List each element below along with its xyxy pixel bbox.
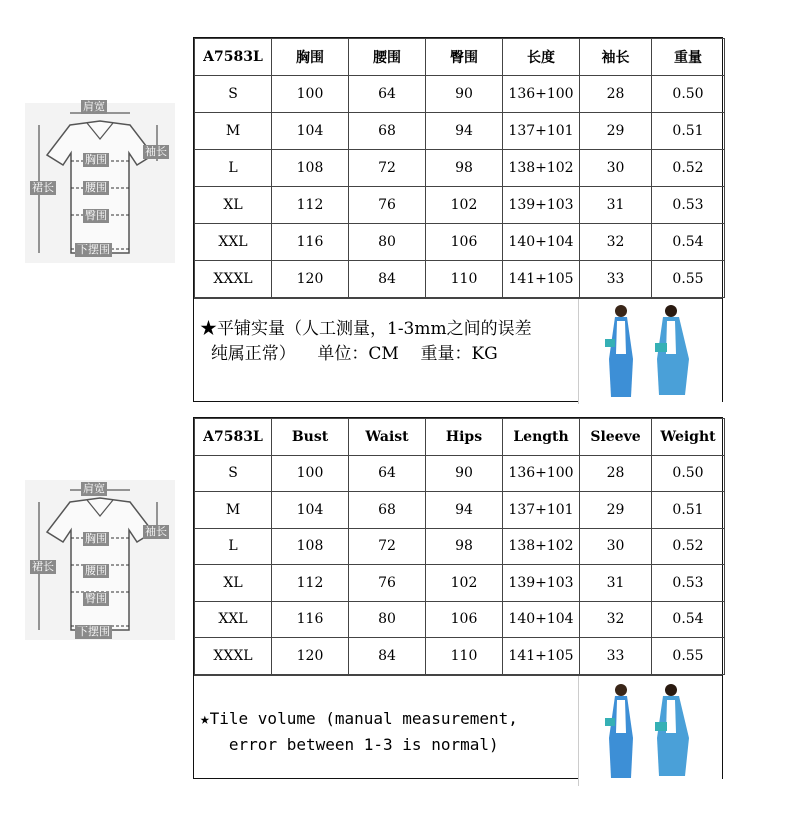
header-cell: Bust xyxy=(272,419,349,456)
table-cell: 64 xyxy=(349,455,426,492)
note-text: ★Tile volume (manual measurement, error between 1-3 is normal) xyxy=(200,708,518,754)
table-row xyxy=(195,113,725,150)
table-cell: 137+101 xyxy=(503,492,580,529)
table-cell: 0.51 xyxy=(652,492,725,529)
table-row xyxy=(195,638,725,675)
length-label: 裙长 xyxy=(32,560,54,573)
table-cell: 102 xyxy=(426,187,503,224)
header-cell: Waist xyxy=(349,419,426,456)
table-cell: 84 xyxy=(349,261,426,298)
hem-label: 下摆围 xyxy=(77,243,110,256)
table-cell: 137+101 xyxy=(503,113,580,150)
table-row xyxy=(195,492,725,529)
table-cell: 32 xyxy=(580,224,652,261)
table-cell: 68 xyxy=(349,492,426,529)
hips-label: 臀围 xyxy=(85,209,107,222)
table-cell: 102 xyxy=(426,565,503,602)
table-cell: 136+100 xyxy=(503,76,580,113)
table-cell: 80 xyxy=(349,224,426,261)
table-cell: 90 xyxy=(426,76,503,113)
size-chart-english xyxy=(193,417,723,779)
table-cell: 100 xyxy=(272,455,349,492)
hem-label: 下摆围 xyxy=(77,625,110,638)
table-header-row xyxy=(195,39,725,76)
table-cell: 0.50 xyxy=(652,76,725,113)
table-cell: 98 xyxy=(426,528,503,565)
shoulder-label: 肩宽 xyxy=(83,100,105,113)
table-cell: 28 xyxy=(580,455,652,492)
size-cell: M xyxy=(195,113,272,150)
table-cell: 100 xyxy=(272,76,349,113)
hips-label: 臀围 xyxy=(85,592,107,605)
size-cell: XL xyxy=(195,565,272,602)
table-row xyxy=(195,76,725,113)
header-cell: Weight xyxy=(652,419,725,456)
model-photo-icon xyxy=(579,676,722,785)
sleeve-label: 袖长 xyxy=(145,145,167,158)
size-cell: M xyxy=(195,492,272,529)
size-chart-chinese xyxy=(193,37,723,402)
size-cell: XXL xyxy=(195,224,272,261)
measurement-note xyxy=(194,675,722,786)
dress-size-diagram xyxy=(25,100,175,263)
table-row xyxy=(195,187,725,224)
table-cell: 0.52 xyxy=(652,150,725,187)
table-cell: 141+105 xyxy=(503,261,580,298)
table-cell: 72 xyxy=(349,528,426,565)
shoulder-label: 肩宽 xyxy=(83,482,105,495)
dress-size-diagram xyxy=(25,480,175,640)
table-row xyxy=(195,565,725,602)
table-cell: 31 xyxy=(580,187,652,224)
note-text: ★平铺实量（人工测量，1-3mm之间的误差 纯属正常） 单位：CM 重量：KG xyxy=(200,319,532,364)
header-cell: Hips xyxy=(426,419,503,456)
table-cell: 139+103 xyxy=(503,565,580,602)
table-cell: 108 xyxy=(272,150,349,187)
table-cell: 32 xyxy=(580,601,652,638)
table-cell: 94 xyxy=(426,113,503,150)
table-cell: 104 xyxy=(272,492,349,529)
model-photo xyxy=(578,299,722,404)
header-cell: 腰围 xyxy=(349,39,426,76)
size-cell: S xyxy=(195,455,272,492)
table-row xyxy=(195,601,725,638)
table-cell: 33 xyxy=(580,638,652,675)
measurement-note xyxy=(194,298,722,404)
table-cell: 29 xyxy=(580,113,652,150)
table-cell: 0.52 xyxy=(652,528,725,565)
header-cell: 臀围 xyxy=(426,39,503,76)
table-cell: 0.50 xyxy=(652,455,725,492)
table-cell: 138+102 xyxy=(503,528,580,565)
header-cell: Length xyxy=(503,419,580,456)
header-cell: 胸围 xyxy=(272,39,349,76)
table-cell: 84 xyxy=(349,638,426,675)
table-row xyxy=(195,528,725,565)
table-cell: 0.55 xyxy=(652,261,725,298)
table-cell: 0.53 xyxy=(652,565,725,602)
table-cell: 68 xyxy=(349,113,426,150)
table-cell: 64 xyxy=(349,76,426,113)
table-row xyxy=(195,150,725,187)
table-cell: 76 xyxy=(349,565,426,602)
table-cell: 136+100 xyxy=(503,455,580,492)
table-cell: 80 xyxy=(349,601,426,638)
model-photo xyxy=(578,676,722,786)
table-cell: 0.53 xyxy=(652,187,725,224)
table-cell: 138+102 xyxy=(503,150,580,187)
table-cell: 30 xyxy=(580,528,652,565)
table-header-row xyxy=(195,419,725,456)
table-cell: 106 xyxy=(426,224,503,261)
table-row xyxy=(195,261,725,298)
header-cell: A7583L xyxy=(195,39,272,76)
table-cell: 104 xyxy=(272,113,349,150)
table-cell: 120 xyxy=(272,638,349,675)
table-cell: 33 xyxy=(580,261,652,298)
table-cell: 29 xyxy=(580,492,652,529)
header-cell: 长度 xyxy=(503,39,580,76)
size-cell: XL xyxy=(195,187,272,224)
table-cell: 110 xyxy=(426,638,503,675)
table-row xyxy=(195,224,725,261)
table-cell: 90 xyxy=(426,455,503,492)
table-cell: 110 xyxy=(426,261,503,298)
table-cell: 31 xyxy=(580,565,652,602)
table-cell: 120 xyxy=(272,261,349,298)
bust-label: 胸围 xyxy=(85,532,107,545)
header-cell: 重量 xyxy=(652,39,725,76)
header-cell: A7583L xyxy=(195,419,272,456)
table-cell: 116 xyxy=(272,224,349,261)
table-cell: 108 xyxy=(272,528,349,565)
table-cell: 112 xyxy=(272,187,349,224)
bust-label: 胸围 xyxy=(85,153,107,166)
size-cell: XXL xyxy=(195,601,272,638)
table-cell: 139+103 xyxy=(503,187,580,224)
table-row xyxy=(195,455,725,492)
size-table xyxy=(194,418,725,675)
size-table xyxy=(194,38,725,298)
size-cell: XXXL xyxy=(195,638,272,675)
sleeve-label: 袖长 xyxy=(145,525,167,538)
size-cell: S xyxy=(195,76,272,113)
table-cell: 0.51 xyxy=(652,113,725,150)
length-label: 裙长 xyxy=(32,181,54,194)
table-cell: 106 xyxy=(426,601,503,638)
table-cell: 94 xyxy=(426,492,503,529)
size-cell: XXXL xyxy=(195,261,272,298)
header-cell: Sleeve xyxy=(580,419,652,456)
table-cell: 76 xyxy=(349,187,426,224)
table-cell: 0.55 xyxy=(652,638,725,675)
table-cell: 0.54 xyxy=(652,224,725,261)
table-cell: 116 xyxy=(272,601,349,638)
size-cell: L xyxy=(195,528,272,565)
table-cell: 141+105 xyxy=(503,638,580,675)
table-cell: 28 xyxy=(580,76,652,113)
model-photo-icon xyxy=(579,299,722,403)
size-cell: L xyxy=(195,150,272,187)
table-cell: 72 xyxy=(349,150,426,187)
waist-label: 腰围 xyxy=(85,181,107,194)
table-cell: 98 xyxy=(426,150,503,187)
waist-label: 腰围 xyxy=(85,564,107,577)
table-cell: 30 xyxy=(580,150,652,187)
header-cell: 袖长 xyxy=(580,39,652,76)
table-cell: 140+104 xyxy=(503,601,580,638)
table-cell: 0.54 xyxy=(652,601,725,638)
table-cell: 112 xyxy=(272,565,349,602)
table-cell: 140+104 xyxy=(503,224,580,261)
